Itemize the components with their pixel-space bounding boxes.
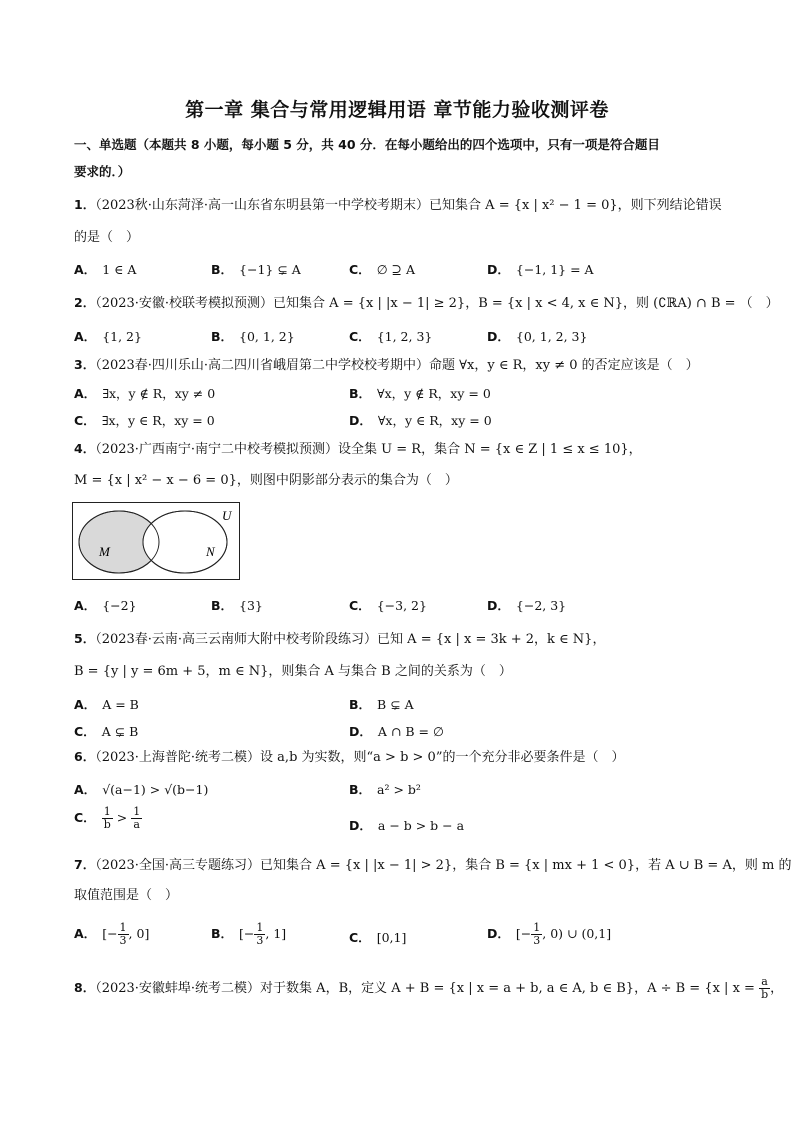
q1-option-c[interactable]: C． ∅ ⊇ A bbox=[349, 262, 416, 277]
section-header-line1: 一、单选题（本题共 8 小题，每小题 5 分，共 40 分．在每小题给出的四个选项中，只有一项是符合题目 bbox=[74, 137, 660, 152]
question-6-stem: 6．（2023·上海普陀·统考二模）设 a,b 为实数，则“a > b > 0”的一个充分非必要条件是（ ） bbox=[74, 749, 625, 765]
q2-option-c[interactable]: C． {1, 2, 3} bbox=[349, 329, 433, 344]
q4-option-b[interactable]: B． {3} bbox=[211, 598, 263, 613]
question-5-stem-line2: B = {y | y = 6m + 5，m ∈ N}，则集合 A 与集合 B 之间的关系为（ ） bbox=[74, 664, 512, 679]
q7-option-b[interactable]: B． [− $\frac{1}{3}$ , 1] bbox=[211, 921, 287, 947]
question-1-stem-line2: 的是（ ） bbox=[74, 230, 140, 245]
question-8-stem: 8．（2023·安徽蚌埠·统考二模）对于数集 A，B，定义 A + B = {x | x = a + b, a ∈ A, b ∈ B}，A ÷ B = {x | x = $\frac{a}{b}$ ， bbox=[74, 975, 784, 1001]
fraction: $\frac{1}{a}$ bbox=[133, 805, 141, 831]
q5-option-c[interactable]: C． A ⊊ B bbox=[74, 724, 139, 739]
q7-option-c[interactable]: C． [0,1] bbox=[349, 930, 407, 945]
q6-option-a[interactable]: A． √(a−1) > √(b−1) bbox=[74, 782, 209, 797]
question-7-stem-line2: 取值范围是（ ） bbox=[74, 888, 179, 903]
q5-option-a[interactable]: A． A = B bbox=[74, 697, 139, 712]
section-header-line2: 要求的．） bbox=[74, 164, 131, 179]
fraction: $\frac{1}{b}$ bbox=[103, 805, 111, 831]
q2-option-b[interactable]: B． {0, 1, 2} bbox=[211, 329, 295, 344]
venn-label-n: N bbox=[206, 544, 215, 559]
question-1-stem bbox=[74, 197, 722, 214]
question-4-stem: 4．（2023·广西南宁·南宁二中校考模拟预测）设全集 U = R，集合 N = {x ∈ Z | 1 ≤ x ≤ 10}， bbox=[74, 441, 642, 457]
q6-option-b[interactable]: B． a² > b² bbox=[349, 782, 421, 797]
q4-option-c[interactable]: C． {−3, 2} bbox=[349, 598, 427, 613]
q6-option-c[interactable]: C． $\frac{1}{b}$ > $\frac{1}{a}$ bbox=[74, 805, 141, 831]
q7-option-a[interactable]: A． [− $\frac{1}{3}$ , 0] bbox=[74, 921, 150, 947]
q4-option-d[interactable]: D． {−2, 3} bbox=[487, 598, 567, 613]
q4-option-a[interactable]: A． {−2} bbox=[74, 598, 137, 613]
question-7-stem: 7．（2023·全国·高三专题练习）已知集合 A = {x | |x − 1| > 2}，集合 B = {x | mx + 1 < 0}，若 A ∪ B = A，则 m 的 bbox=[74, 857, 792, 873]
q7-option-d[interactable]: D． [− $\frac{1}{3}$ , 0) ∪ (0,1] bbox=[487, 921, 612, 947]
page-title: 第一章 集合与常用逻辑用语 章节能力验收测评卷 bbox=[185, 99, 609, 121]
q1-option-b[interactable]: B． {−1} ⊊ A bbox=[211, 262, 301, 277]
q2-option-a[interactable]: A． {1, 2} bbox=[74, 329, 142, 344]
q1-option-d[interactable]: D． {−1, 1} = A bbox=[487, 262, 594, 277]
q6-option-d[interactable]: D． a − b > b − a bbox=[349, 818, 465, 833]
venn-diagram bbox=[72, 502, 240, 580]
question-text: （2023秋·山东菏泽·高一山东省东明县第一中学校考期末）已知集合 A = {x | x² − 1 = 0}，则下列结论错误 bbox=[95, 198, 722, 213]
fraction: $\frac{a}{b}$ bbox=[761, 975, 769, 1001]
question-3-stem: 3．（2023春·四川乐山·高二四川省峨眉第二中学校校考期中）命题 ∀x，y ∈ R，xy ≠ 0 的否定应该是（ ） bbox=[74, 357, 699, 373]
question-4-stem-line2: M = {x | x² − x − 6 = 0}，则图中阴影部分表示的集合为（ ） bbox=[74, 473, 458, 488]
venn-label-m: M bbox=[99, 544, 110, 559]
q5-option-d[interactable]: D． A ∩ B = ∅ bbox=[349, 724, 444, 739]
venn-label-u: U bbox=[222, 508, 232, 523]
question-2-stem: 2．（2023·安徽·校联考模拟预测）已知集合 A = {x | |x − 1| ≥ 2}，B = {x | x < 4, x ∈ N}，则 (∁ℝA) ∩ B = （ ） bbox=[74, 295, 779, 311]
q3-option-b[interactable]: B． ∀x，y ∉ R，xy = 0 bbox=[349, 386, 491, 401]
q3-option-c[interactable]: C． ∃x，y ∈ R，xy = 0 bbox=[74, 413, 215, 428]
question-5-stem: 5．（2023春·云南·高三云南师大附中校考阶段练习）已知 A = {x | x = 3k + 2，k ∈ N}， bbox=[74, 631, 606, 647]
q1-option-a[interactable]: A． 1 ∈ A bbox=[74, 262, 137, 277]
q5-option-b[interactable]: B． B ⊊ A bbox=[349, 697, 414, 712]
question-number: 1． bbox=[74, 197, 96, 212]
q3-option-a[interactable]: A． ∃x，y ∉ R，xy ≠ 0 bbox=[74, 386, 216, 401]
q2-option-d[interactable]: D． {0, 1, 2, 3} bbox=[487, 329, 588, 344]
q3-option-d[interactable]: D． ∀x，y ∈ R，xy = 0 bbox=[349, 413, 492, 428]
